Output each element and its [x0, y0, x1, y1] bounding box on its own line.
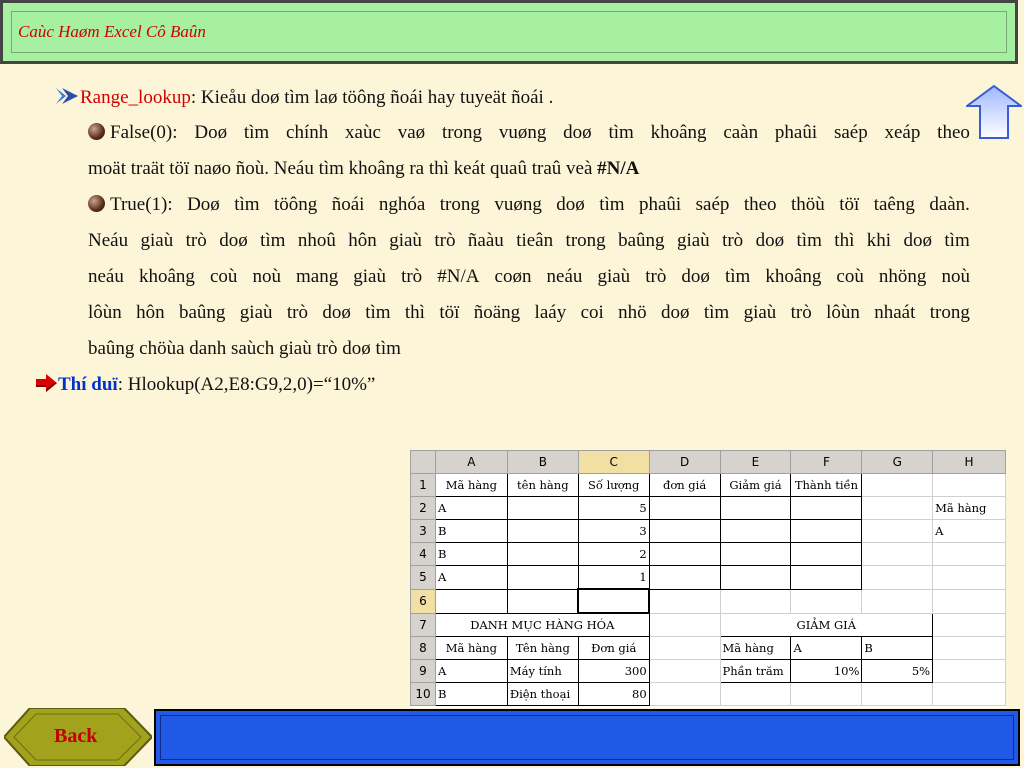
column-header[interactable]: C — [578, 451, 649, 474]
row-header[interactable]: 1 — [411, 474, 436, 497]
word: giaù — [743, 302, 777, 323]
cell[interactable]: Giảm giá — [720, 474, 791, 497]
sheet-row — [411, 637, 1006, 660]
cell[interactable] — [720, 566, 791, 590]
word: trò — [401, 266, 423, 287]
word: baûng — [179, 302, 226, 323]
word: xaùc — [345, 122, 381, 143]
cell[interactable]: Máy tính — [507, 660, 578, 683]
word: #N/A — [437, 266, 480, 287]
word: töï — [839, 194, 860, 215]
word: doø — [322, 302, 351, 323]
word: hôn — [348, 230, 377, 251]
sheet-row — [411, 497, 1006, 520]
cell[interactable] — [933, 660, 1006, 683]
word: doø — [755, 230, 785, 251]
word: taêng — [873, 194, 915, 215]
word: daàn. — [929, 194, 970, 215]
true-line-5: baûng chöùa danh saùch giaù trò doø tìm — [88, 338, 401, 359]
word: noù — [252, 266, 281, 287]
cell[interactable]: 1 — [578, 566, 649, 590]
word: tìm — [724, 266, 751, 287]
word: ñaàu — [467, 230, 504, 251]
true-line-1 — [88, 194, 970, 216]
cell[interactable]: Thành tiền — [791, 474, 862, 497]
word: nghóa — [378, 194, 426, 215]
cell[interactable]: tên hàng — [507, 474, 578, 497]
arrow-right-icon — [36, 373, 58, 393]
word: thì — [834, 230, 855, 251]
word: giaù — [597, 266, 631, 287]
word: tìm — [944, 230, 970, 251]
word: phaûi — [638, 194, 682, 215]
cell[interactable] — [933, 589, 1006, 613]
row-header[interactable]: 4 — [411, 543, 436, 566]
range-lookup-desc: : Kieåu doø tìm laø töông ñoái hay tuyeät ñoái . — [190, 87, 554, 108]
cell[interactable] — [507, 589, 578, 613]
cell[interactable]: A — [435, 497, 507, 520]
word: tìm — [260, 230, 286, 251]
word: trong — [565, 230, 606, 251]
column-header-row — [411, 451, 1006, 474]
sheet-row — [411, 589, 1006, 613]
word: baûng — [618, 230, 665, 251]
word: giaù — [389, 230, 422, 251]
word: khoâng — [765, 266, 822, 287]
cell[interactable] — [649, 637, 720, 660]
cell[interactable] — [862, 520, 933, 543]
word: nhaát — [874, 302, 916, 323]
arrow-right-icon — [56, 86, 80, 106]
column-header[interactable]: H — [933, 451, 1006, 474]
cell[interactable] — [720, 543, 791, 566]
word: giaù — [239, 302, 273, 323]
word: lôùn — [826, 302, 860, 323]
cell[interactable] — [791, 520, 862, 543]
word: thöù — [791, 194, 825, 215]
word: vuøng — [494, 194, 542, 215]
false-line-1 — [88, 122, 970, 144]
word: trò — [722, 230, 744, 251]
word: neáu — [546, 266, 583, 287]
word: xeáp — [884, 122, 921, 143]
word: laáy — [534, 302, 567, 323]
word: saép — [695, 194, 730, 215]
column-header[interactable]: E — [720, 451, 791, 474]
word: doø — [563, 122, 592, 143]
word: vaø — [397, 122, 426, 143]
cell[interactable]: Số lượng — [578, 474, 649, 497]
word: theo — [937, 122, 970, 143]
word: saép — [833, 122, 868, 143]
cell[interactable] — [435, 589, 507, 613]
true-line-3 — [88, 266, 970, 288]
word: trò — [790, 302, 812, 323]
word: doø — [661, 302, 690, 323]
cell[interactable] — [791, 683, 862, 706]
cell[interactable] — [791, 497, 862, 520]
cell[interactable] — [862, 566, 933, 590]
cell[interactable]: Đơn giá — [578, 637, 649, 660]
cell[interactable]: 2 — [578, 543, 649, 566]
word: chính — [286, 122, 329, 143]
merged-header-danh-muc[interactable]: DANH MỤC HÀNG HÓA — [435, 613, 649, 637]
cell[interactable] — [933, 566, 1006, 590]
cell[interactable] — [507, 520, 578, 543]
cell[interactable] — [862, 543, 933, 566]
cell[interactable]: 3 — [578, 520, 649, 543]
column-header[interactable]: B — [507, 451, 578, 474]
word: doø — [903, 230, 932, 251]
cell[interactable] — [649, 589, 720, 613]
row-header[interactable]: 10 — [411, 683, 436, 706]
range-lookup-line — [56, 86, 553, 109]
sheet-row — [411, 543, 1006, 566]
cell[interactable] — [933, 474, 1006, 497]
cell[interactable]: B — [435, 683, 507, 706]
word: giaù — [140, 230, 174, 251]
example-line — [36, 373, 375, 396]
slide-title: Caùc Haøm Excel Cô Baûn — [18, 22, 206, 41]
word: khoâng — [138, 266, 195, 287]
bullet-ball-icon — [88, 195, 105, 212]
cell[interactable]: Mã hàng — [720, 637, 791, 660]
word: tìm — [703, 302, 730, 323]
word: khoâng — [650, 122, 707, 143]
row-header[interactable]: 6 — [411, 589, 436, 613]
row-header[interactable]: 9 — [411, 660, 436, 683]
cell[interactable] — [933, 637, 1006, 660]
word: tìm — [599, 194, 625, 215]
row-header[interactable]: 3 — [411, 520, 436, 543]
word: hôn — [136, 302, 165, 323]
cell[interactable] — [720, 520, 791, 543]
word: coøn — [494, 266, 532, 287]
sheet-row — [411, 613, 1006, 637]
cell[interactable]: 5 — [578, 497, 649, 520]
word: trò — [185, 230, 207, 251]
word: ñoái — [331, 194, 365, 215]
word: trò — [645, 266, 667, 287]
word: ñoäng — [473, 302, 521, 323]
cell[interactable] — [720, 589, 791, 613]
word: tieân — [516, 230, 554, 251]
cell[interactable]: 80 — [578, 683, 649, 706]
word: neáu — [88, 266, 124, 287]
cell[interactable]: Mã hàng — [435, 474, 507, 497]
word: trong — [439, 194, 480, 215]
cell[interactable]: Tên hàng — [507, 637, 578, 660]
cell[interactable]: B — [862, 637, 933, 660]
cell[interactable] — [649, 543, 720, 566]
word: False(0): — [88, 122, 178, 144]
true-line-2 — [88, 230, 970, 252]
true-line-4 — [88, 302, 970, 324]
cell[interactable]: 300 — [578, 660, 649, 683]
cell[interactable]: A — [435, 566, 507, 590]
range-lookup-term: Range_lookup — [80, 87, 191, 108]
word: coi — [580, 302, 604, 323]
cell[interactable] — [649, 683, 720, 706]
word: coù — [836, 266, 864, 287]
bullet-ball-icon — [88, 123, 105, 140]
spreadsheet-grid — [410, 450, 1006, 706]
cell[interactable] — [649, 497, 720, 520]
cell[interactable]: Mã hàng — [933, 497, 1006, 520]
column-header[interactable]: A — [435, 451, 507, 474]
word: vuøng — [498, 122, 547, 143]
cell[interactable]: A — [791, 637, 862, 660]
word: thì — [404, 302, 425, 323]
cell[interactable] — [791, 589, 862, 613]
word: doø — [556, 194, 585, 215]
word: nhöng — [878, 266, 927, 287]
word: noù — [941, 266, 970, 287]
sheet-row — [411, 474, 1006, 497]
cell[interactable] — [720, 683, 791, 706]
word: giaù — [353, 266, 386, 287]
false-line-2-text: moät traät töï naøo ñoù. Neáu tìm khoâng ra thì keát quaû traû veà — [88, 158, 598, 179]
word: trò — [286, 302, 308, 323]
cell[interactable]: A — [933, 520, 1006, 543]
word: True(1): — [88, 194, 173, 216]
word: tìm — [234, 194, 260, 215]
cell[interactable] — [933, 543, 1006, 566]
word: tìm — [243, 122, 270, 143]
word: doø — [681, 266, 710, 287]
word: tìm — [796, 230, 822, 251]
word: nhoû — [297, 230, 336, 251]
column-header[interactable]: F — [791, 451, 862, 474]
row-header[interactable]: 8 — [411, 637, 436, 660]
word: töï — [439, 302, 460, 323]
word: Doø — [194, 122, 228, 143]
word: doø — [219, 230, 248, 251]
cell[interactable] — [933, 683, 1006, 706]
cell[interactable] — [507, 543, 578, 566]
word: trò — [434, 230, 456, 251]
merged-header-giam-gia[interactable]: GIẢM GIÁ — [720, 613, 933, 637]
row-header[interactable]: 2 — [411, 497, 436, 520]
word: töông — [274, 194, 318, 215]
word: khi — [866, 230, 892, 251]
spreadsheet-screenshot — [410, 450, 1006, 708]
cell[interactable] — [862, 474, 933, 497]
cell[interactable]: A — [435, 660, 507, 683]
word: tìm — [608, 122, 634, 143]
cell[interactable] — [720, 497, 791, 520]
word: Doø — [187, 194, 220, 215]
sheet-row — [411, 660, 1006, 683]
cell[interactable] — [791, 566, 862, 590]
cell[interactable] — [649, 566, 720, 590]
cell[interactable] — [649, 520, 720, 543]
cell[interactable]: 10% — [791, 660, 862, 683]
word: nhö — [618, 302, 647, 323]
cell[interactable] — [649, 660, 720, 683]
word: giaù — [676, 230, 710, 251]
cell[interactable] — [862, 589, 933, 613]
column-header[interactable]: D — [649, 451, 720, 474]
word: trong — [929, 302, 970, 323]
example-formula: : Hlookup(A2,E8:G9,2,0)=“10%” — [117, 374, 376, 395]
row-header[interactable]: 5 — [411, 566, 436, 590]
word: caàn — [723, 122, 759, 143]
word: phaûi — [774, 122, 818, 143]
sheet-row — [411, 520, 1006, 543]
false-line-2 — [88, 158, 639, 180]
cell[interactable] — [791, 543, 862, 566]
word: mang — [296, 266, 339, 287]
cell[interactable] — [862, 683, 933, 706]
cell[interactable] — [649, 613, 720, 637]
word: coù — [209, 266, 238, 287]
word: trong — [441, 122, 483, 143]
cell[interactable]: Mã hàng — [435, 637, 507, 660]
active-cell[interactable] — [578, 589, 649, 613]
up-arrow-icon[interactable] — [966, 84, 1022, 140]
row-header[interactable]: 7 — [411, 613, 436, 637]
back-button-label[interactable]: Back — [54, 725, 98, 747]
cell[interactable] — [933, 613, 1006, 637]
cell[interactable] — [862, 497, 933, 520]
example-label: Thí duï — [58, 374, 118, 395]
corner-cell — [411, 451, 436, 474]
cell[interactable]: đơn giá — [649, 474, 720, 497]
footer-bar — [154, 709, 1020, 766]
cell[interactable]: Điện thoại — [507, 683, 578, 706]
word: lôùn — [88, 302, 122, 323]
word: tìm — [365, 302, 391, 323]
cell[interactable] — [507, 497, 578, 520]
sheet-row — [411, 566, 1006, 590]
cell[interactable]: 5% — [862, 660, 933, 683]
column-header[interactable]: G — [862, 451, 933, 474]
word: Neáu — [88, 230, 129, 251]
cell[interactable] — [507, 566, 578, 590]
sheet-row — [411, 683, 1006, 706]
false-na-value: #N/A — [597, 158, 640, 179]
cell[interactable]: B — [435, 543, 507, 566]
word: theo — [743, 194, 777, 215]
cell[interactable]: B — [435, 520, 507, 543]
cell[interactable]: Phần trăm — [720, 660, 791, 683]
